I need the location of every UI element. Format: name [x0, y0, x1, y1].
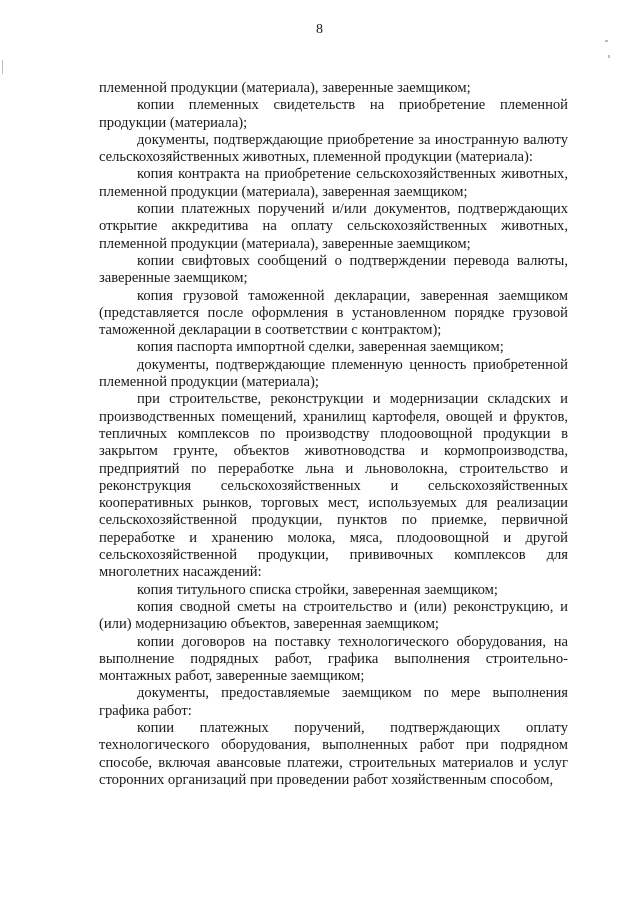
paragraph: копии племенных свидетельств на приобретение племенной продукции (материала); — [99, 97, 568, 131]
page-number: 8 — [316, 22, 323, 37]
scan-speck — [605, 40, 608, 42]
scan-speck — [2, 60, 3, 74]
paragraph: племенной продукции (материала), заверенные заемщиком; — [99, 80, 471, 96]
paragraph: копия титульного списка стройки, заверенная заемщиком; — [137, 581, 498, 598]
paragraph: копии платежных поручений, подтверждающих оплату технологического оборудования, выполненных работ при подрядном способе, включая авансовые платежи, строительных материалов и услуг сторонних организаций при проведении работ хозяйственным способом, — [99, 719, 568, 788]
paragraph: копии договоров на поставку технологического оборудования, на выполнение подрядных работ, графика выполнения строительно-монтажных работ, заверенные заемщиком; — [99, 633, 568, 685]
scan-speck — [608, 55, 610, 58]
document-body — [99, 80, 568, 789]
paragraph: копия паспорта импортной сделки, заверенная заемщиком; — [137, 339, 504, 356]
paragraph: при строительстве, реконструкции и модернизации складских и производственных помещений, хранилищ картофеля, овощей и фруктов, тепличных комплексов по производству плодоовощной продукции в закрытом грунте, объектов животноводства и кормопроизводства, предприятий по переработке льна и льноволокна, строительство и реконструкция сельскохозяйственных и сельскохозяйственных кооперативных рынков, торговых мест, используемых для реализации сельскохозяйственной продукции, пунктов по приемке, первичной переработке и хранению молока, мяса, плодоовощной и другой сельскохозяйственной продукции, прививочных комплексов для многолетних насаждений: — [99, 391, 568, 581]
paragraph: документы, подтверждающие племенную ценность приобретенной племенной продукции (материала); — [99, 356, 568, 391]
paragraph: документы, подтверждающие приобретение за иностранную валюту сельскохозяйственных животных, племенной продукции (материала): — [99, 131, 568, 166]
paragraph: копия сводной сметы на строительство и (или) реконструкцию, и (или) модернизацию объектов, заверенная заемщиком; — [99, 598, 568, 633]
paragraph: копия грузовой таможенной декларации, заверенная заемщиком (представляется после оформления в установленном порядке грузовой таможенной декларации в соответствии с контрактом); — [99, 287, 568, 339]
paragraph: копии свифтовых сообщений о подтверждении перевода валюты, заверенные заемщиком; — [99, 252, 568, 287]
paragraph: копии платежных поручений и/или документов, подтверждающих открытие аккредитива на оплату сельскохозяйственных животных, племенной продукции (материала), заверенные заемщиком; — [99, 201, 568, 252]
paragraph: документы, предоставляемые заемщиком по мере выполнения графика работ: — [99, 685, 568, 719]
paragraph: копия контракта на приобретение сельскохозяйственных животных, племенной продукции (материала), заверенная заемщиком; — [99, 166, 568, 200]
